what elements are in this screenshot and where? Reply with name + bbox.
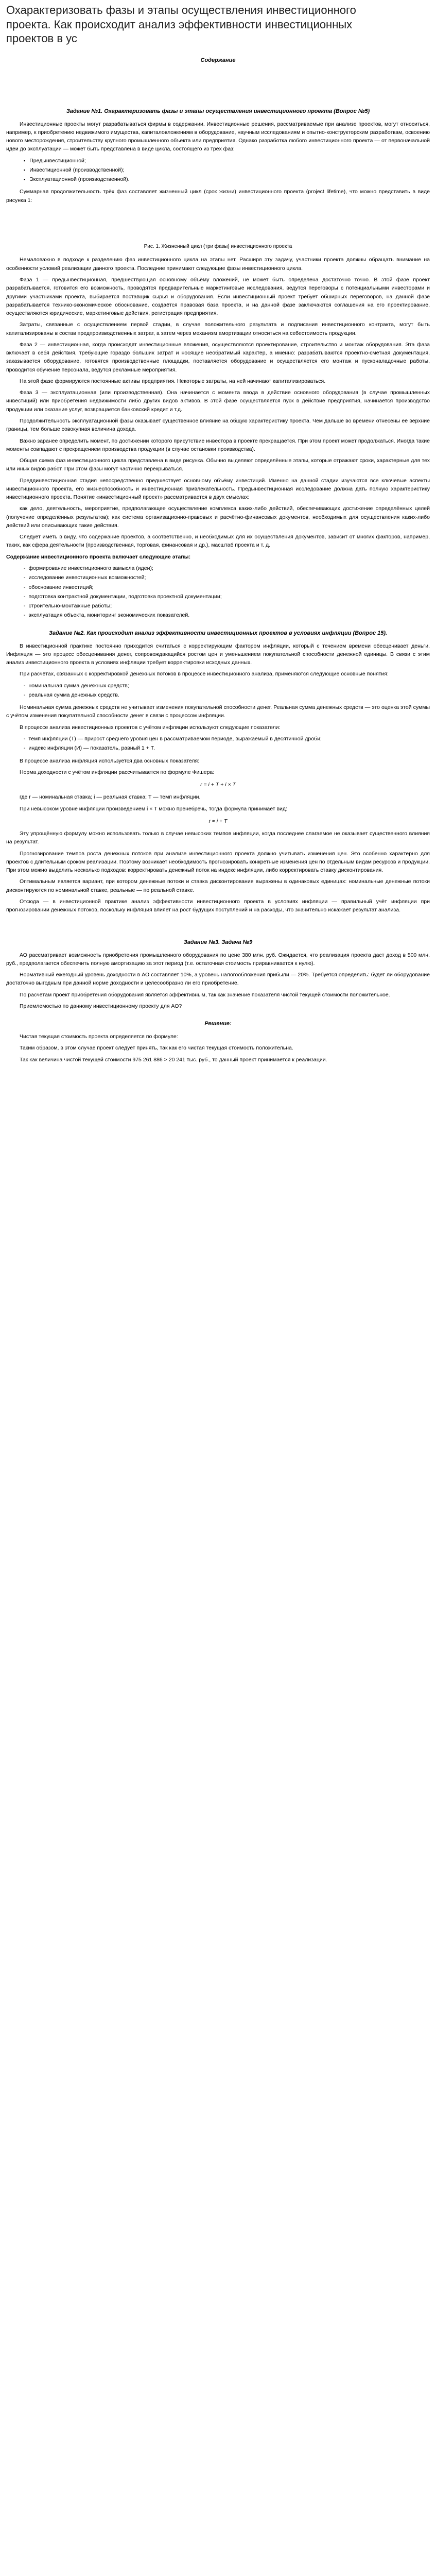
list-item: - номинальная сумма денежных средств; (24, 682, 430, 690)
task1-heading: Задание №1. Охарактеризовать фазы и этапы осуществления инвестиционного проекта (Вопрос №5) (66, 108, 370, 114)
task2-paragraph: Эту упрощённую формулу можно использовать только в случае невысоких темпов инфляции, когда последнее слагаемое не оказывает существенного влияния на результат. (6, 831, 430, 845)
list-item: - темп инфляции (Т) — прирост среднего уровня цен в рассматриваемом периоде, выражаемый в десятичной дроби; (24, 735, 430, 743)
list-item: - индекс инфляции (И) — показатель, равный 1 + Т. (24, 744, 430, 752)
task2-paragraph: Прогнозирование темпов роста денежных потоков при анализе инвестиционного проекта должно учитывать изменения цен. Это особенно характерно для проектов с длительным сроком реализации. Поэтому возникает необходимость прогнозировать конкретные изменения цен по отдельным видам ресурсов и продукции. При этом можно выделить несколько подходов: корректировать денежный поток на индекс инфляции, либо корректировать ставку дисконтирования. (6, 850, 430, 874)
task1-paragraph: Фаза 1 — предынвестиционная, предшествующая основному объёму вложений, не может быть определена достаточно точно. В этой фазе проект разрабатывается, готовится его возможность, проводятся предварительные маркетинговые исследования, ведутся переговоры с потенциальными инвесторами и другими участниками проекта, выбирается поставщик сырья и оборудования. Если инвестиционный проект требует обширных переговоров, на данной фазе разрабатывается технико-экономическое обоснование, создаётся правовая база проекта, и на данной фазе заключаются соглашения на его проектирование, осуществляются юридические, маркетинговые действия, регистрация предприятия. (6, 277, 430, 317)
task3-paragraph: Таким образом, в этом случае проект следует принять, так как его чистая текущая стоимость положительна. (20, 1045, 293, 1052)
answer-heading: Решение: (204, 1021, 232, 1027)
list-item: ▪ Эксплуатационной (производственной). (24, 175, 430, 183)
task1-paragraph: Следует иметь в виду, что содержание проектов, а соответственно, и необходимых для их осуществления документов, зависит от многих факторов, например, таких, как сфера деятельности (производственная, торговая, финансовая и др.), масштаб проекта и т. д. (6, 534, 430, 549)
task3-paragraph: По расчётам проект приобретения оборудования является эффективным, так как значение показателя чистой текущей стоимости положительное. (20, 991, 390, 998)
page-title: Охарактеризовать фазы и этапы осуществления инвестиционного проекта. Как происходит анализ эффективности инвестиционных проектов в ус (6, 4, 356, 45)
task3-paragraph: Чистая текущая стоимость проекта определяется по формуле: (20, 1033, 178, 1040)
task2-paragraph: Номинальная сумма денежных средств не учитывает изменения покупательной способности денег. Реальная сумма денежных средств — это оценка этой суммы с учётом изменения покупательной способности денег в связи с процессом инфляции. (6, 704, 430, 719)
list-item: ▪ Инвестиционной (производственной); (24, 166, 430, 174)
task1-paragraph: Преддинвестиционная стадия непосредственно предшествует основному объёму инвестиций. Именно на данной стадии изучаются все ключевые аспекты инвестиционного проекта, его жизнеспособность и инвестиционная привлекательность. Предынвестиционная исследование должна дать полную характеристику инвестиционного проекта. Понятие «инвестиционный проект» рассматривается в двух смыслах: (6, 477, 430, 501)
task1-paragraph: Важно заранее определить момент, по достижении которого присутствие инвестора в проекте прекращается. При этом проект может продолжаться. Иногда такие моменты совпадают с прекращением производства продукции (в случае остановки производства). (6, 437, 430, 452)
list-item: - обоснование инвестиций; (24, 583, 430, 591)
task2-paragraph: Норма доходности с учётом инфляции рассчитывается по формуле Фишера: (20, 769, 215, 775)
task3-paragraph: Так как величина чистой текущей стоимости 975 261 886 > 20 241 тыс. руб., то данный проект принимается к реализации. (20, 1056, 327, 1063)
list-item: - реальная сумма денежных средств. (24, 691, 430, 699)
task1-paragraph: Инвестиционные проекты могут разрабатываться фирмы в содержании. Инвестиционные решения, рассматриваемые при анализе проектов, могут относиться, например, к приобретению недвижимого имущества, капиталовложениям в оборудование, научным исследованиям и опытно-конструкторским разработкам, освоению нового месторождения, строительству крупного промышленного объекта или предприятия. Однако разработка любого инвестиционного проекта — от первоначальной идеи до эксплуатации — может быть представлена в виде цикла, состоящего из трёх фаз: (6, 121, 430, 152)
task1-paragraph: Затраты, связанные с осуществлением первой стадии, в случае положительного результата и подписания инвестиционного контракта, могут быть капитализированы в состав предпроизводственных затрат, а затем через механизм амортизации относиться на себестоимость продукции. (6, 321, 430, 336)
terms-list (24, 682, 430, 700)
task2-paragraph: где r — номинальная ставка; i — реальная ставка; T — темп инфляции. (20, 794, 201, 801)
task3-paragraph: Нормативный ежегодный уровень доходности в АО составляет 10%, а уровень налогообложения прибыли — 20%. Требуется определить: будет ли оборудование достаточно выгодным при данной норме доходности и целесообразно ли его приобретение. (6, 972, 430, 987)
list-item: - формирование инвестиционного замысла (идеи); (24, 564, 430, 572)
list-item: - строительно-монтажные работы; (24, 602, 430, 610)
list-item: - исследование инвестиционных возможностей; (24, 573, 430, 582)
list-item: ▪ Предынвестиционной; (24, 157, 430, 165)
task2-paragraph: Отсюда — в инвестиционной практике анализ эффективности инвестиционного проекта в условиях инфляции — правильный учёт инфляции при прогнозировании денежных потоков, поскольку инфляция влияет на рост будущих поступлений и на расходы, что значительно искажает результат анализа. (6, 899, 430, 913)
task2-paragraph: В процессе анализа инвестиционных проектов с учётом инфляции используют следующие показатели: (20, 724, 281, 731)
task2-heading: Задание №2. Как происходит анализ эффективности инвестиционных проектов в условиях инфляции (Вопрос 15). (48, 630, 388, 636)
task1-paragraph: Общая схема фаз инвестиционного цикла представлена в виде рисунка. Обычно выделяют определённые этапы, которые отражают сроки, характерные для тех или иных видов работ. При этом фазы могут частично перекрываться. (6, 457, 430, 472)
stages-heading: Содержание инвестиционного проекта включает следующие этапы: (6, 553, 191, 560)
task3-paragraph: АО рассматривает возможность приобретения промышленного оборудования по цене 380 млн. руб. Ожидается, что реализация проекта даст доход в 500 млн. руб., предполагается обеспечить полную амортизацию за этот период (т.е. остаточная стоимость приравнивается к нулю). (6, 952, 430, 967)
task1-paragraph: На этой фазе формируются постоянные активы предприятия. Некоторые затраты, на ней начинают капитализироваться. (20, 378, 326, 384)
toc-heading: Содержание (200, 57, 236, 63)
list-item: - эксплуатация объекта, мониторинг экономических показателей. (24, 611, 430, 619)
task1-paragraph: Суммарная продолжительность трёх фаз составляет жизненный цикл (срок жизни) инвестиционного проекта (project lifetime), что можно представить в виде рисунка 1: (6, 189, 430, 204)
task1-paragraph: Фаза 2 — инвестиционная, когда происходят инвестиционные вложения, осуществляются проектирование, строительство и монтаж оборудования. Эта фаза включает в себя действия, требующие гораздо больших затрат и носящие необратимый характер, а именно: разрабатываются проектно-сметная документация, заказывается оборудование, готовятся производственные площадки, поставляется оборудование и осуществляется его монтаж и пусконаладочные работы, проводится обучение персонала, ведутся рекламные мероприятия. (6, 341, 430, 373)
stages-list (24, 564, 430, 620)
task3-paragraph: Приемлемостью по данному инвестиционному проекту для АО? (20, 1003, 182, 1009)
task1-paragraph: Немаловажно в подходе к разделению фаз инвестиционного цикла на этапы нет. Расширя эту задачу, участники проекта должны обращать внимание на особенности условий реализации данного проекта. Последние принимают следующие фазы инвестиционного цикла. (6, 257, 430, 272)
task2-paragraph: В инвестиционной практике постоянно приходится считаться с корректирующим фактором инфляции, который с течением времени обесценивает деньги. Инфляция — это процесс обесценивания денег, сопровождающийся ростом цен и уменьшением покупательной способности денежной единицы. В связи с этим анализ инвестиционного проекта в условиях инфляции требует корректировки исходных данных. (6, 642, 430, 666)
phases-list (24, 157, 430, 184)
task2-paragraph: В процессе анализа инфляция используется два основных показателя: (20, 757, 200, 764)
task3-heading: Задание №3. Задача №9 (183, 939, 253, 945)
task1-paragraph: Продолжительность эксплуатационной фазы оказывает существенное влияние на общую характеристику проекта. Чем дальше во времени отнесены её верхние границы, тем больше совокупная величина дохода. (6, 418, 430, 433)
task1-paragraph: как дело, деятельность, мероприятие, предполагающее осуществление комплекса каких-либо действий, обеспечивающих достижение определённых целей (получение определённых результатов); как система организационно-правовых и расчётно-финансовых документов, необходимых для осуществления каких-либо действий или описывающих такие действия. (6, 505, 430, 529)
figure-caption: Рис. 1. Жизненный цикл (три фазы) инвестиционного проекта (144, 243, 292, 249)
task2-paragraph: Оптимальным является вариант, при котором денежные потоки и ставка дисконтирования выражены в одинаковых единицах: номинальные денежные потоки дисконтируются по номинальной ставке, реальные — по реальной ставке. (6, 878, 430, 893)
task1-paragraph: Фаза 3 — эксплуатационная (или производственная). Она начинается с момента ввода в действие основного оборудования (в случае промышленных инвестиций) или приобретения недвижимости либо других видов активов. В этой фазе осуществляется пуск в действие предприятия, начинается производство продукции или оказание услуг, возвращается банковский кредит и т.д. (6, 389, 430, 413)
task2-paragraph: При невысоком уровне инфляции произведением i × T можно пренебречь, тогда формула принимает вид: (20, 805, 287, 812)
formula: r ≈ i + T (208, 818, 228, 824)
indicators-list (24, 735, 430, 753)
list-item: - подготовка контрактной документации, подготовка проектной документации; (24, 592, 430, 601)
figure-placeholder (6, 208, 430, 240)
task2-paragraph: При расчётах, связанных с корректировкой денежных потоков в процессе инвестиционного анализа, применяются следующие основные понятия: (20, 671, 389, 677)
formula: r = i + T + i × T (200, 782, 236, 788)
